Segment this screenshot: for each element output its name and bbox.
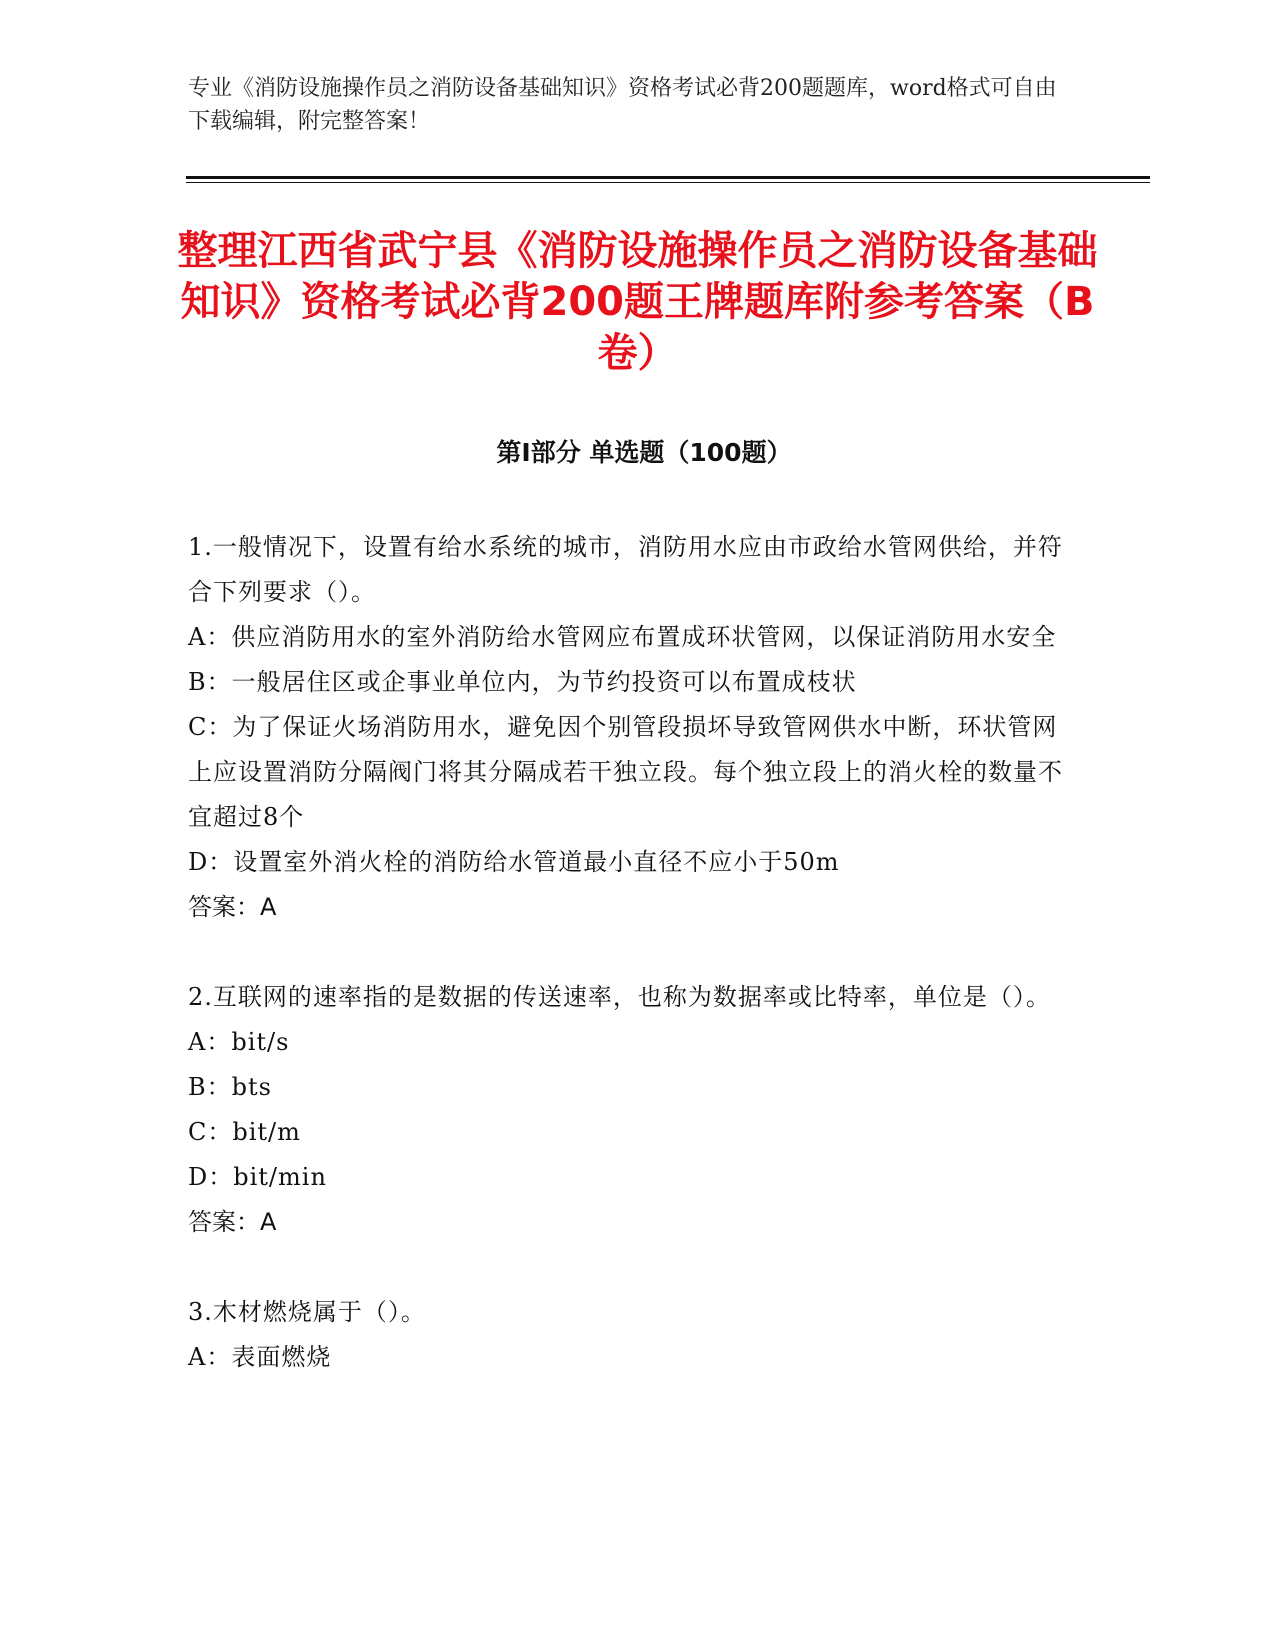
question-1 — [188, 525, 1068, 930]
option-d: D：设置室外消火栓的消防给水管道最小直径不应小于50m — [188, 848, 840, 876]
answer: 答案：A — [188, 893, 277, 921]
option-c: C：为了保证火场消防用水，避免因个别管段损坏导致管网供水中断，环状管网上应设置消防分隔阀门将其分隔成若干独立段。每个独立段上的消火栓的数量不宜超过8个 — [188, 713, 1063, 831]
answer: 答案：A — [188, 1208, 277, 1236]
section-title: 第Ⅰ部分 单选题（100题） — [496, 438, 792, 467]
header-note: 专业《消防设施操作员之消防设备基础知识》资格考试必背200题题库，word格式可自由下载编辑，附完整答案！ — [188, 76, 1057, 134]
option-b: B：bts — [188, 1073, 272, 1101]
option-c: C：bit/m — [188, 1118, 301, 1146]
option-d: D：bit/min — [188, 1163, 327, 1191]
option-a: A：bit/s — [188, 1028, 290, 1056]
question-list — [188, 525, 1068, 1425]
question-stem: 1.一般情况下，设置有给水系统的城市，消防用水应由市政给水管网供给，并符合下列要求（）。 — [188, 533, 1063, 606]
question-3 — [188, 1290, 1068, 1380]
header-rule-thin — [186, 182, 1150, 183]
question-2 — [188, 975, 1068, 1245]
option-a: A：供应消防用水的室外消防给水管网应布置成环状管网，以保证消防用水安全 — [188, 623, 1057, 651]
header-rule-thick — [186, 176, 1150, 179]
question-stem: 2.互联网的速率指的是数据的传送速率，也称为数据率或比特率，单位是（）。 — [188, 983, 1051, 1011]
document-title: 整理江西省武宁县《消防设施操作员之消防设备基础知识》资格考试必背200题王牌题库附参考答案（B卷） — [177, 228, 1098, 376]
option-a: A：表面燃烧 — [188, 1343, 332, 1371]
option-b: B：一般居住区或企事业单位内，为节约投资可以布置成枝状 — [188, 668, 857, 696]
question-stem: 3.木材燃烧属于（）。 — [188, 1298, 426, 1326]
